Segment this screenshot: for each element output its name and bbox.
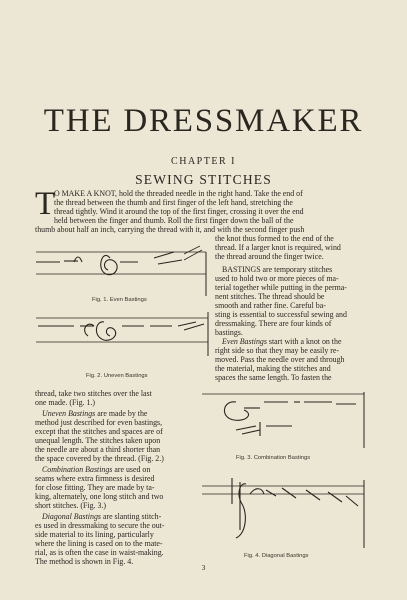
combination-bastings-term: Combination Bastings [42, 465, 113, 474]
right-line-3: the thread around the finger twice. [215, 252, 324, 261]
even-bastings-line-2: right side so that they may be easily re- [215, 346, 340, 355]
diagonal-line-6: The method is shown in Fig. 4. [35, 557, 134, 566]
intro-line-3: thread tightly. Wind it around the top of the first finger, crossing it over the end [54, 207, 304, 216]
diagonal-line-2: es used in dressmaking to secure the out- [35, 521, 165, 530]
combination-line-2: seams where extra firmness is desired [35, 474, 155, 483]
fig2-caption: Fig. 2. Uneven Bastings [86, 373, 148, 379]
left-line-2: one made. (Fig. 1.) [35, 398, 96, 407]
uneven-line-3: except that the stitches and spaces are of [35, 427, 163, 436]
bastings-line-6: sting is essential to successful sewing and [215, 310, 347, 319]
combination-first-rest: are used on [112, 465, 151, 474]
even-bastings-first-rest: start with a knot on the [266, 337, 342, 346]
fig1-caption: Fig. 1. Even Bastings [92, 297, 147, 303]
diagonal-first-rest: are slanting stitch- [100, 512, 162, 521]
diagonal-bastings-term: Diagonal Bastings [42, 512, 101, 521]
fig2-illustration [34, 312, 210, 368]
bastings-line-7: dressmaking. There are four kinds of [215, 319, 332, 328]
fig3-caption: Fig. 3. Combination Bastings [236, 455, 311, 461]
uneven-line-5: the needle are about a third shorter than [35, 445, 161, 454]
diagonal-line-3: side material to its lining, particularly [35, 530, 154, 539]
page-number: 3 [201, 563, 206, 572]
bastings-line-3: terial together while putting in the perma- [215, 283, 347, 292]
combination-line-4: king, alternately, one long stitch and two [35, 492, 164, 501]
intro-line-2: the thread between the thumb and first finger of the left hand, stretching the [54, 198, 293, 207]
fig3-illustration [196, 392, 370, 448]
even-bastings-term: Even Bastings [222, 337, 267, 346]
combination-line-3: for close fitting. They are made by ta- [35, 483, 155, 492]
left-line-1: thread, take two stitches over the last [35, 389, 152, 398]
even-bastings-line-5: spaces the same length. To fasten the [215, 373, 332, 382]
combination-line-5: short stitches. (Fig. 3.) [35, 501, 107, 510]
book-title: THE DRESSMAKER [43, 103, 364, 139]
uneven-line-2: method just described for even bastings, [35, 418, 163, 427]
bastings-line-8: bastings. [215, 328, 243, 337]
bastings-line-5: smooth and rather fine. Careful ba- [215, 301, 326, 310]
uneven-line-6: the space covered by the thread. (Fig. 2.) [35, 454, 164, 463]
fig1-illustration [34, 240, 210, 296]
fig4-caption: Fig. 4. Diagonal Bastings [244, 553, 309, 559]
bastings-line-2: used to hold two or more pieces of ma- [215, 274, 339, 283]
right-line-2: thread. If a larger knot is required, wind [215, 243, 341, 252]
uneven-line-4: unequal length. The stitches taken upon [35, 436, 161, 445]
right-line-1: the knot thus formed to the end of the [215, 234, 334, 243]
drop-cap: T [35, 186, 56, 222]
chapter-heading: CHAPTER I [171, 156, 236, 167]
diagonal-line-4: where the lining is cased on to the mate- [35, 539, 163, 548]
uneven-bastings-term: Uneven Bastings [42, 409, 96, 418]
diagonal-line-5: rial, as is often the case in waist-making. [35, 548, 164, 557]
uneven-first-rest: are made by the [95, 409, 148, 418]
even-bastings-line-3: moved. Pass the needle over and through [215, 355, 345, 364]
intro-line-4: held between the finger and thumb. Roll the first finger down the ball of the [54, 216, 294, 225]
fig4-illustration [196, 474, 370, 548]
section-title: SEWING STITCHES [135, 172, 272, 187]
even-bastings-line-4: the material, making the stitches and [215, 364, 331, 373]
intro-line-1: O MAKE A KNOT, hold the threaded needle in the right hand. Take the end of [54, 189, 303, 198]
bastings-line-4: nent stitches. The thread should be [215, 292, 325, 301]
bastings-line-1: BASTINGS are temporary stitches [222, 265, 333, 274]
intro-line-5: thumb about half an inch, carrying the thread with it, and with the second finger push [35, 225, 305, 234]
